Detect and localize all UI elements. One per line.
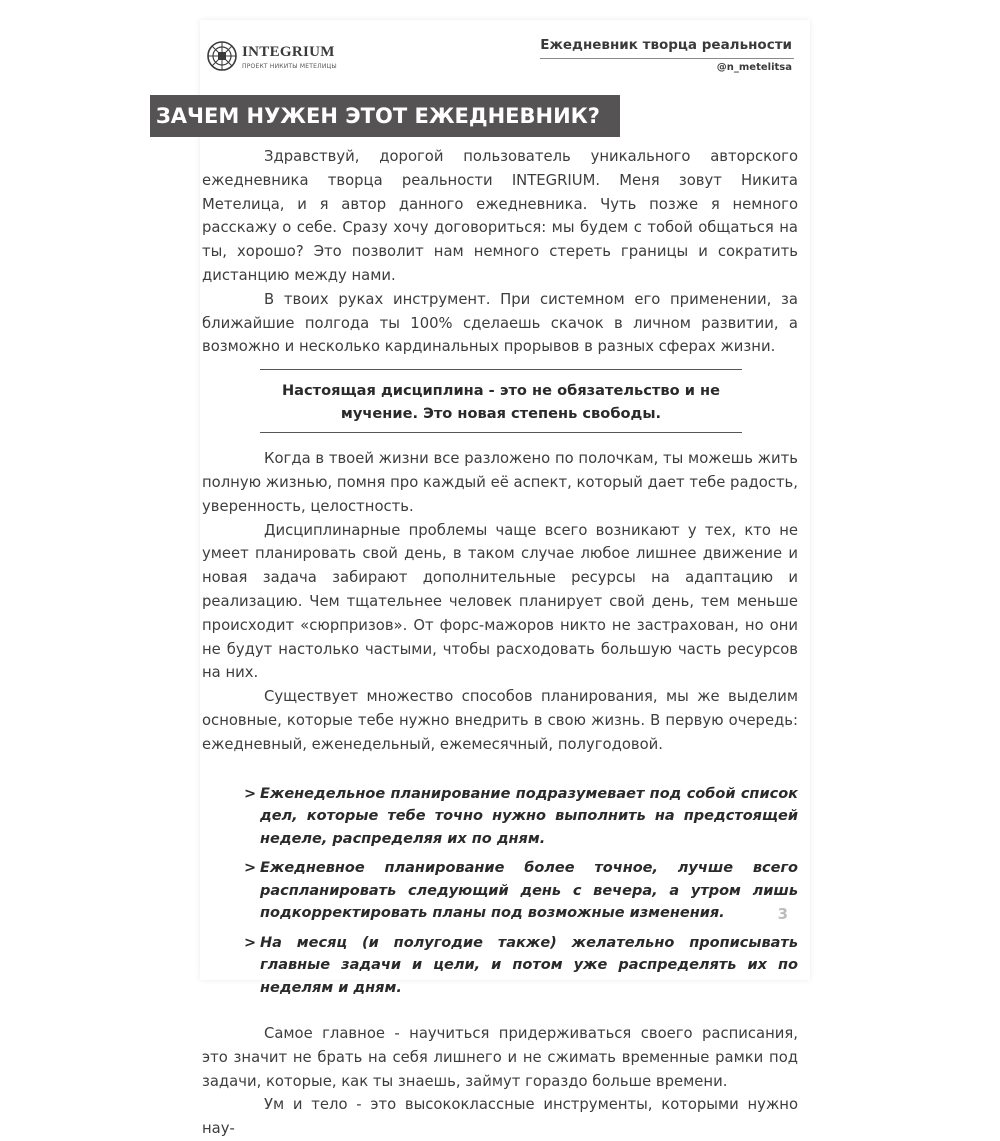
brand-logo: [206, 36, 356, 76]
header-divider: [540, 58, 794, 59]
intro-paragraph: В твоих руках инструмент. При системном его применении, за ближайшие полгода ты 100% сделаешь скачок в личном развитии, а возможно и несколько кардинальных прорывов в разных сферах жизни.: [202, 290, 798, 356]
intro-paragraph: Здравствуй, дорогой пользователь уникального авторского ежедневника творца реальности INTEGRIUM. Меня зовут Никита Метелица, и я автор данного ежедневника. Чуть позже я немного расскажу о себе. Сразу хочу договориться: мы будем с тобой общаться на ты, хорошо? Это позволит нам немного стереть границы и сократить дистанцию между нами.: [202, 148, 798, 284]
planning-list: [202, 783, 798, 1000]
author-handle: @n_metelitsa: [716, 62, 792, 73]
list-item-text: Еженедельное планирование подразумевает под собой список дел, которые тебе точно нужно выполнить на предстоящей неделе, распределяя их по дням.: [260, 785, 798, 847]
page-number: 3: [777, 905, 788, 923]
spacer: [202, 1006, 798, 1022]
ornament-logo-icon: [206, 36, 238, 76]
bullet-marker: >: [244, 785, 257, 802]
closing-paragraph: Самое главное - научиться придерживаться своего расписания, это значит не брать на себя лишнего и не сжимать временные рамки под задачи, которые, как ты знаешь, займут гораздо больше времени.: [202, 1025, 798, 1090]
section-title-banner: [150, 95, 620, 137]
bullet-marker: >: [244, 860, 257, 877]
quote-box: [260, 369, 742, 433]
page-content: [202, 145, 798, 1141]
closing-paragraph: Ум и тело - это высококлассные инструменты, которыми нужно нау-: [202, 1096, 798, 1138]
body-paragraph: Существует множество способов планирования, мы же выделим основные, которые тебе нужно внедрить в свою жизнь. В первую очередь: ежедневный, еженедельный, ежемесячный, полугодовой.: [202, 688, 798, 753]
document-page: [155, 20, 810, 1138]
section-title: ЗАЧЕМ НУЖЕН ЭТОТ ЕЖЕДНЕВНИК?: [155, 104, 600, 128]
list-item: [202, 857, 798, 925]
body-paragraph: Когда в твоей жизни все разложено по полочкам, ты можешь жить полную жизнью, помня про каждый её аспект, который дает тебе радость, уверенность, целостность.: [202, 450, 798, 515]
spacer: [202, 433, 798, 447]
body-paragraph: Дисциплинарные проблемы чаще всего возникают у тех, кто не умеет планировать свой день, в таком случае любое лишнее движение и новая задача забирают дополнительные ресурсы на адаптацию и реализацию. Чем тщательнее человек планирует свой день, тем меньше происходит «сюрпризов». От форс-мажоров никто не застрахован, но они не будут настолько частыми, чтобы расходовать большую часть ресурсов на них.: [202, 521, 798, 682]
running-header-title: Ежедневник творца реальности: [540, 37, 792, 53]
brand-tagline: ПРОЕКТ НИКИТЫ МЕТЕЛИЦЫ: [242, 63, 337, 70]
quote-text: Настоящая дисциплина - это не обязательство и не мучение. Это новая степень свободы.: [281, 382, 721, 423]
list-item-text: На месяц (и полугодие также) желательно прописывать главные задачи и цели, и потом уже распределять их по неделям и дням.: [260, 934, 798, 996]
list-item-text: Ежедневное планирование более точное, лучше всего распланировать следующий день с вечера, а утром лишь подкорректировать планы под возможные изменения.: [260, 860, 798, 922]
bullet-marker: >: [244, 934, 257, 951]
list-item: [202, 932, 798, 1000]
brand-name: INTEGRIUM: [242, 44, 335, 60]
list-item: [202, 783, 798, 851]
